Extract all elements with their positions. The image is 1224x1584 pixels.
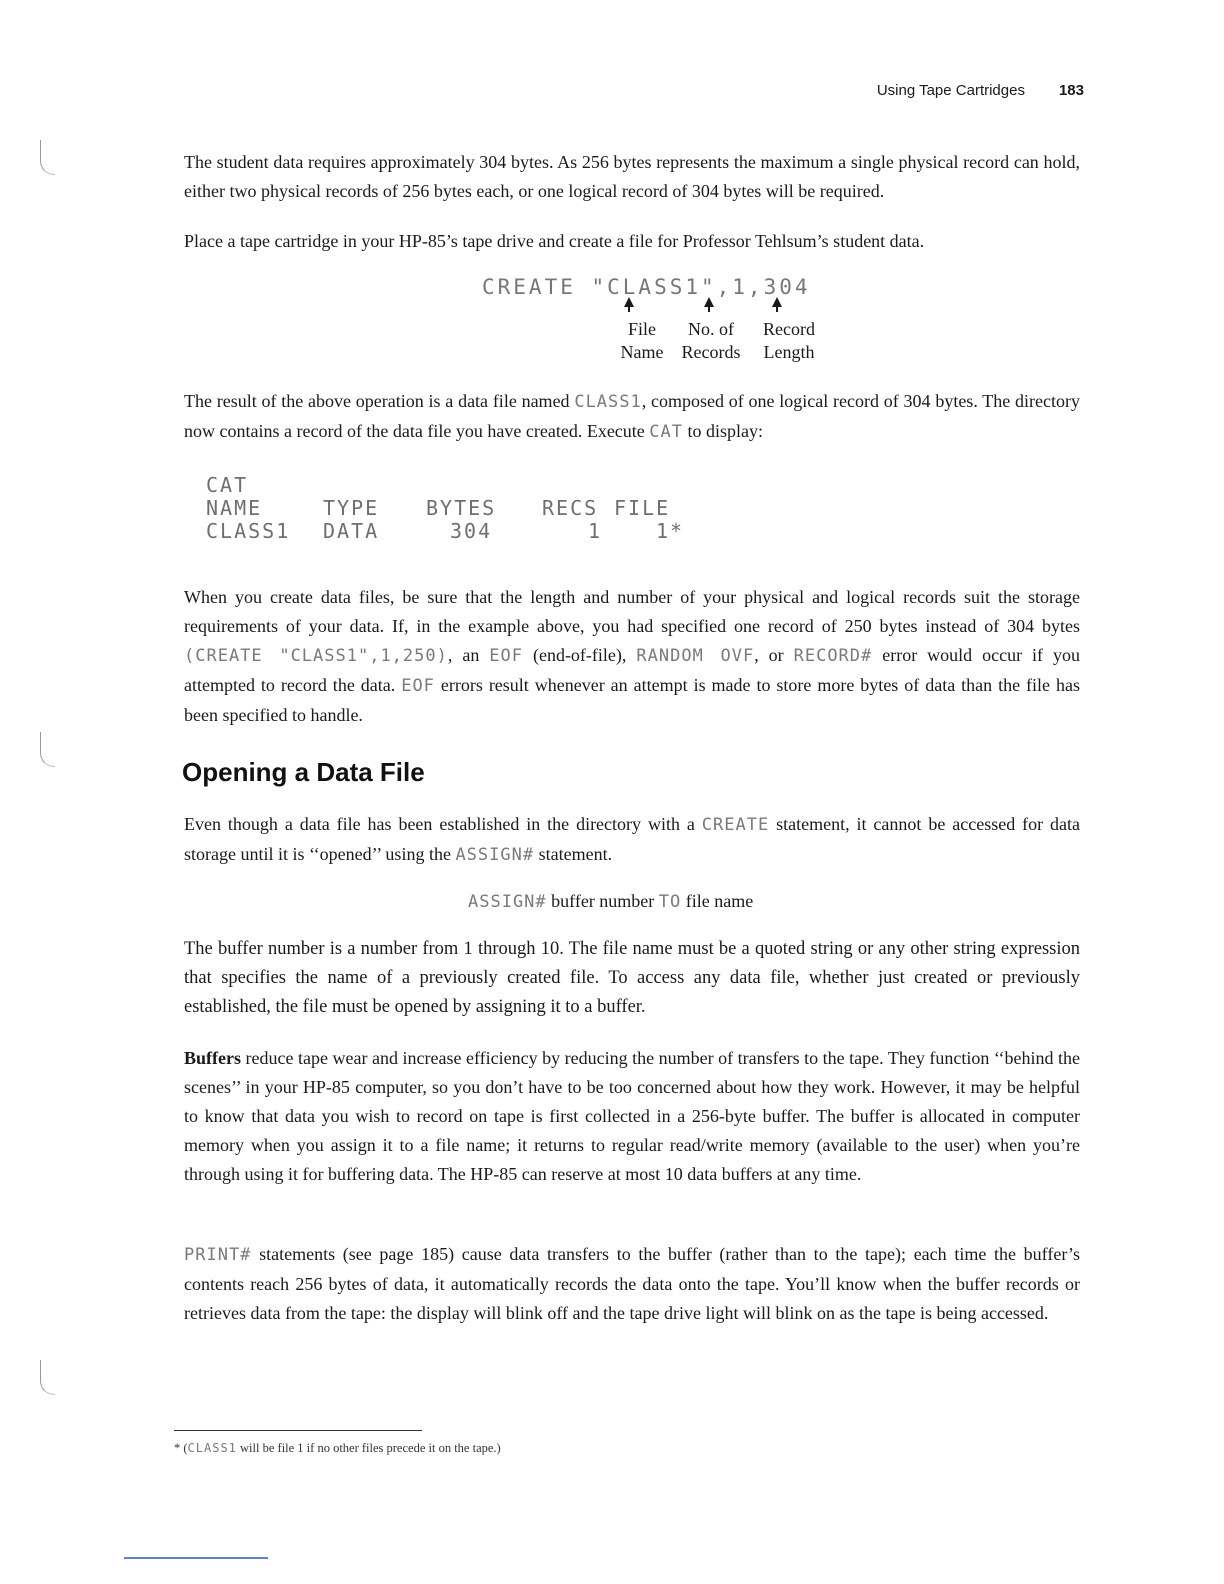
paragraph-buffers xyxy=(184,1044,1080,1189)
margin-mark xyxy=(40,1360,55,1395)
arrow-up-icon xyxy=(704,297,714,307)
cat-header-cell: FILE xyxy=(614,496,671,520)
paragraph-place-cartridge: Place a tape cartridge in your HP-85’s tape drive and create a file for Professor Tehlsum’s student data. xyxy=(184,231,925,251)
text-run: (end-of-file), xyxy=(523,645,637,665)
paragraph-bytes-required: The student data requires approximately 304 bytes. As 256 bytes represents the maximum a single physical record can hold, either two physical records of 256 bytes each, or one logical record of 304 bytes will be required. xyxy=(184,152,1080,201)
margin-mark xyxy=(40,140,55,175)
code-run: TO xyxy=(658,892,682,912)
text-run: will be file 1 if no other files precede it on the tape.) xyxy=(236,1441,501,1455)
cat-command: CAT xyxy=(206,473,249,497)
bold-lead: Buffers xyxy=(184,1048,241,1068)
text-run: , or xyxy=(754,645,794,665)
text-run: buffer number xyxy=(546,891,659,911)
code-run: ASSIGN# xyxy=(455,845,535,865)
text-run: When you create data files, be sure that the length and number of your physical and logical records suit the storage requirements of your data. If, in the example above, you had specified one record of 250 bytes instead of 304 bytes xyxy=(184,587,1080,636)
text-run: error would occur if you attempted to record the data. xyxy=(184,645,1080,695)
text-run: file name xyxy=(681,891,754,911)
cat-header-cell: NAME xyxy=(206,496,263,520)
callout-line: File xyxy=(627,319,656,339)
code-run: CLASS1 xyxy=(574,392,642,412)
code-run: RECORD# xyxy=(793,646,873,666)
text-run: reduce tape wear and increase efficiency by reducing the number of transfers to the tape. They function ‘‘behind the scenes’’ in your HP-85 computer, so you don’t have to be too concerned about how they work. However, it may be helpful to know that data you wish to record on tape is first collected in a 256-byte buffer. The buffer is allocated in computer memory when you assign it to a file name; it returns to regular read/write memory (available to the user) when you’re through using it for buffering data. The HP-85 can reserve at most 10 data buffers at any time. xyxy=(184,1048,1080,1184)
section-heading: Opening a Data File xyxy=(182,757,425,787)
code-run: (CREATE "CLASS1",1,250) xyxy=(184,646,448,666)
text-run: * ( xyxy=(174,1441,188,1455)
arrow-up-icon xyxy=(772,297,782,307)
code-run: RANDOM OVF xyxy=(636,646,755,666)
cat-header-cell: BYTES xyxy=(426,496,497,520)
paragraph-result xyxy=(184,387,1080,447)
callout-line: Name xyxy=(620,342,664,362)
text-run: Even though a data file has been established in the directory with a xyxy=(184,814,702,834)
cat-cell: 304 xyxy=(450,519,493,543)
arrow-up-icon xyxy=(624,297,634,307)
cat-header-cell: TYPE xyxy=(323,496,380,520)
text-run: , an xyxy=(447,645,490,665)
code-run: ASSIGN# xyxy=(468,892,547,912)
create-command-example: CREATE "CLASS1",1,304 xyxy=(482,275,811,299)
text-run: The result of the above operation is a data file named xyxy=(184,391,575,411)
cat-cell: 1 xyxy=(588,519,603,543)
code-run: CLASS1 xyxy=(187,1441,237,1455)
code-run: EOF xyxy=(489,646,523,666)
cat-cell: CLASS1 xyxy=(206,519,291,543)
footnote xyxy=(174,1441,501,1456)
callout-line: No. of xyxy=(688,319,734,339)
footnote-divider xyxy=(174,1430,422,1431)
paragraph-storage-requirements xyxy=(184,583,1080,730)
callout-line: Records xyxy=(681,342,741,362)
callout-number-of-records xyxy=(673,318,749,364)
code-run: PRINT# xyxy=(184,1245,252,1265)
paragraph-print-statements xyxy=(184,1240,1080,1328)
assign-syntax-line xyxy=(468,889,753,914)
code-run: CREATE xyxy=(701,815,770,835)
text-run: to display: xyxy=(683,421,764,441)
margin-mark xyxy=(40,732,55,767)
running-header-title: Using Tape Cartridges xyxy=(876,82,1025,99)
cat-cell: DATA xyxy=(323,519,380,543)
cat-header-cell: RECS xyxy=(542,496,599,520)
code-run: CAT xyxy=(649,422,684,442)
page-number: 183 xyxy=(1058,82,1084,99)
text-run: statement, it cannot be accessed for data storage until it is ‘‘opened’’ using the xyxy=(184,814,1080,864)
paragraph-buffer-number: The buffer number is a number from 1 through 10. The file name must be a quoted string or any other string expression that specifies the name of a previously created file. To access any data file, whether just created or previously established, the file must be opened by assigning it to a buffer. xyxy=(184,939,1080,1017)
code-run: EOF xyxy=(401,676,435,696)
text-run: , composed of one logical record of 304 bytes. The directory now contains a record of the data file you have created. Execute xyxy=(184,391,1080,441)
text-run: statement. xyxy=(534,844,613,864)
callout-line: Record xyxy=(763,319,815,339)
callout-record-length xyxy=(751,318,827,364)
callout-line: Length xyxy=(763,342,815,362)
bottom-underline xyxy=(124,1557,268,1559)
text-run: statements (see page 185) cause data transfers to the buffer (rather than to the tape); each time the buffer’s contents reach 256 bytes of data, it automatically records the data onto the tape. You’ll know when the buffer records or retrieves data from the tape: the display will blink off and the tape drive light will blink on as the tape is being accessed. xyxy=(184,1244,1080,1323)
running-header xyxy=(877,82,1084,99)
callout-file-name xyxy=(605,318,679,364)
paragraph-opening xyxy=(184,810,1080,870)
cat-cell: 1* xyxy=(656,519,685,543)
text-run: errors result whenever an attempt is made to store more bytes of data than the file has been specified to handle. xyxy=(184,675,1080,725)
